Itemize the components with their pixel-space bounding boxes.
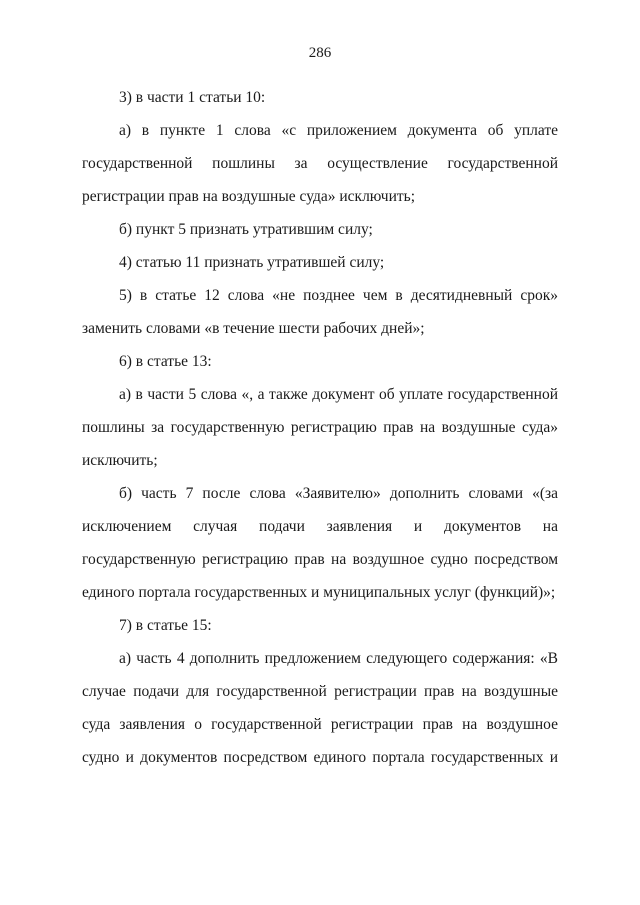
paragraph-subitem-6a: а) в части 5 слова «, а также документ об уплате государственной пошлины за государственную регистрацию прав на воздушные суда» исключить;: [82, 386, 558, 469]
paragraph-item-7: 7) в статье 15:: [119, 617, 212, 634]
paragraph-item-5: 5) в статье 12 слова «не позднее чем в десятидневный срок» заменить словами «в течение шести рабочих дней»;: [82, 287, 558, 337]
paragraph-subitem-6b: б) часть 7 после слова «Заявителю» дополнить словами «(за исключением случая подачи заявления и документов на государственную регистрацию прав на воздушное судно посредством единого портала государственных и муниципальных услуг (функций)»;: [82, 485, 558, 601]
paragraph-subitem-3a: а) в пункте 1 слова «с приложением документа об уплате государственной пошлины за осуществление государственной регистрации прав на воздушные суда» исключить;: [82, 122, 558, 205]
paragraph-item-4: 4) статью 11 признать утратившей силу;: [119, 254, 385, 271]
page-number: 286: [308, 45, 332, 61]
paragraph-subitem-7a: а) часть 4 дополнить предложением следующего содержания: «В случае подачи для государственной регистрации прав на воздушные суда заявления о государственной регистрации прав на воздушное судно и документов посредством единого портала государственных и: [82, 650, 558, 766]
paragraph-subitem-3b: б) пункт 5 признать утратившим силу;: [119, 221, 373, 238]
paragraph-item-6: 6) в статье 13:: [119, 353, 212, 370]
document-body: [82, 81, 558, 774]
paragraph-item-3: 3) в части 1 статьи 10:: [119, 89, 266, 106]
